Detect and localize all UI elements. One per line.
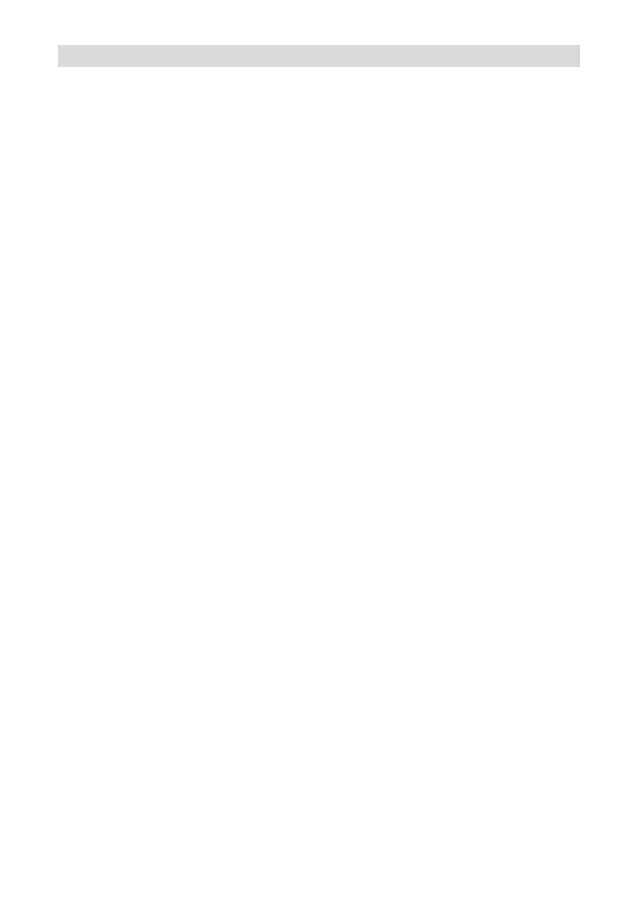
section-heading-band bbox=[58, 45, 580, 67]
